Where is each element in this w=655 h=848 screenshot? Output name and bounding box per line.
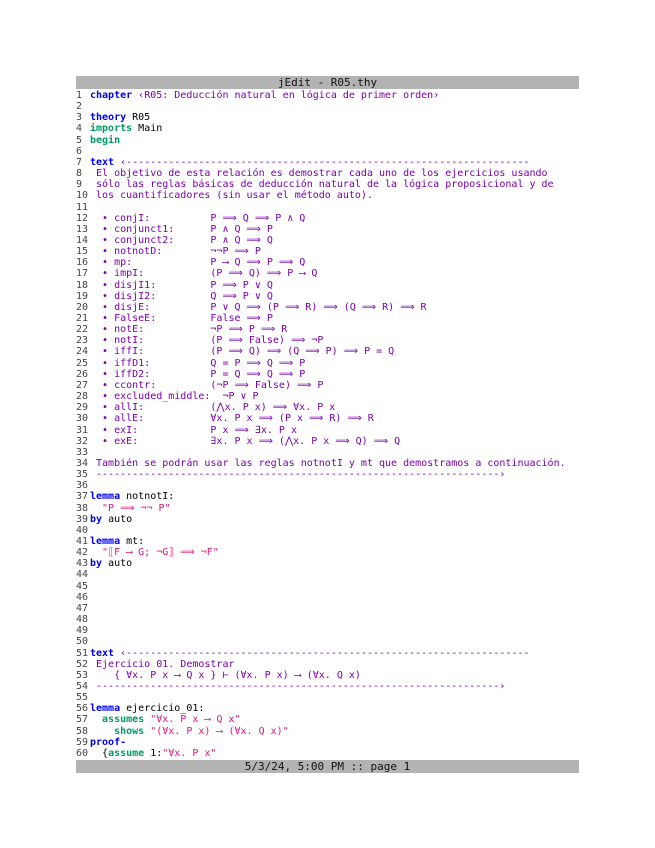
line-number: 40 — [76, 524, 89, 536]
line-content — [90, 659, 235, 670]
code-token: R05 — [126, 112, 151, 124]
line-content — [90, 369, 305, 380]
code-token: Main — [132, 123, 163, 135]
line-content — [90, 190, 373, 201]
line-number: 49 — [76, 625, 89, 637]
line-content — [90, 726, 289, 737]
code-token: • conjunct2: P ∧ Q ⟹ Q — [90, 234, 273, 246]
line-content — [90, 391, 259, 402]
line-number: 15 — [76, 246, 89, 258]
line-content — [90, 235, 273, 246]
line-content — [90, 213, 305, 224]
line-content — [90, 346, 394, 357]
code-token: • disjI2: Q ⟹ P ∨ Q — [90, 290, 273, 302]
line-content — [90, 469, 505, 480]
line-content — [90, 514, 132, 525]
code-token: sólo las reglas básicas de deducción natural de la lógica proposicional y de — [90, 179, 554, 191]
code-token: • allE: ∀x. P x ⟹ (P x ⟹ R) ⟹ R — [90, 413, 374, 425]
code-token: 1: — [144, 747, 163, 759]
code-token: assume — [108, 747, 145, 759]
code-token: "∀x. P x" — [162, 747, 217, 759]
line-number: 53 — [76, 669, 89, 681]
line-number: 23 — [76, 335, 89, 347]
code-token: • FalseE: False ⟹ P — [90, 313, 273, 324]
code-token: • disjI1: P ⟹ P ∨ Q — [90, 279, 273, 291]
line-content — [90, 112, 150, 123]
line-number: 37 — [76, 491, 89, 503]
code-token: • allI: (⋀x. P x) ⟹ ∀x. P x — [90, 402, 336, 414]
code-token: "P ⟹ ¬¬ P" — [90, 502, 171, 514]
line-content — [90, 648, 530, 659]
line-number: 24 — [76, 346, 89, 358]
line-number: 52 — [76, 658, 89, 670]
line-number: 51 — [76, 647, 89, 659]
status-text: 5/3/24, 5:00 PM :: page 1 — [244, 760, 411, 773]
line-number: 19 — [76, 290, 89, 302]
line-content — [90, 135, 120, 146]
line-number: 29 — [76, 402, 89, 414]
code-token: by — [90, 558, 103, 570]
code-token: -------------------------------------------------------------------› — [90, 469, 506, 481]
code-token: text — [90, 156, 115, 168]
line-number: 5 — [76, 134, 83, 146]
code-token: begin — [90, 134, 121, 146]
line-content — [90, 558, 132, 569]
line-number: 32 — [76, 435, 89, 447]
line-content — [90, 358, 305, 369]
line-number: 12 — [76, 212, 89, 224]
line-number: 22 — [76, 324, 89, 336]
line-number: 27 — [76, 379, 89, 391]
line-number: 10 — [76, 190, 89, 202]
line-content — [90, 324, 287, 335]
code-token: mt: — [120, 536, 145, 547]
line-content — [90, 179, 554, 190]
line-content — [90, 491, 174, 502]
line-number: 13 — [76, 223, 89, 235]
line-content — [90, 503, 171, 514]
line-number: 3 — [76, 112, 83, 124]
code-token: El objetivo de esta relación es demostrar cada uno de los ejercicios usando — [90, 168, 548, 180]
line-content — [90, 257, 305, 268]
line-content — [90, 458, 566, 469]
window-title-bar — [76, 76, 579, 89]
line-content — [90, 380, 323, 391]
code-token: by — [90, 513, 103, 525]
line-number: 31 — [76, 424, 89, 436]
line-number: 48 — [76, 614, 89, 626]
line-content — [90, 714, 241, 725]
line-content — [90, 436, 400, 447]
line-number: 11 — [76, 201, 89, 213]
line-content — [90, 291, 273, 302]
line-number: 9 — [76, 179, 83, 191]
line-number: 50 — [76, 636, 89, 648]
code-token: text — [90, 647, 115, 659]
text-editor-area[interactable] — [76, 89, 579, 760]
line-content — [90, 302, 427, 313]
code-token: "(∀x. P x) ⟶ (∀x. Q x)" — [144, 725, 289, 737]
line-number: 8 — [76, 168, 83, 180]
line-content — [90, 402, 335, 413]
code-token: • notnotD: ¬¬P ⟹ P — [90, 246, 261, 258]
line-content — [90, 413, 374, 424]
line-number: 56 — [76, 703, 89, 715]
line-number: 21 — [76, 313, 89, 324]
line-number: 41 — [76, 536, 89, 547]
line-content — [90, 425, 297, 436]
code-token: También se podrán usar las reglas notnotI y mt que demostramos a continuación. — [90, 457, 566, 469]
code-token: lemma — [90, 491, 121, 503]
line-number: 6 — [76, 145, 83, 157]
code-token: auto — [102, 558, 133, 570]
line-content — [90, 335, 323, 346]
code-token: • iffD1: Q = P ⟹ Q ⟹ P — [90, 357, 306, 369]
line-number: 14 — [76, 234, 89, 246]
code-token: • conjI: P ⟹ Q ⟹ P ∧ Q — [90, 212, 306, 224]
code-token: imports — [90, 123, 133, 135]
status-bar — [76, 760, 579, 773]
code-token: chapter — [90, 90, 133, 101]
line-content — [90, 547, 219, 558]
code-token: Ejercicio 01. Demostrar — [90, 658, 235, 670]
line-content — [90, 681, 505, 692]
line-number: 16 — [76, 257, 89, 269]
code-token: • disjE: P ∨ Q ⟹ (P ⟹ R) ⟹ (Q ⟹ R) ⟹ R — [90, 301, 427, 313]
line-number: 47 — [76, 602, 89, 614]
line-number: 18 — [76, 279, 89, 291]
code-token: shows — [90, 725, 145, 737]
line-number: 46 — [76, 591, 89, 603]
line-number: 43 — [76, 558, 89, 570]
line-content — [90, 268, 317, 279]
line-number: 39 — [76, 513, 89, 525]
line-content — [90, 313, 273, 324]
code-token: notnotI: — [120, 491, 175, 503]
code-token: • excluded_middle: ¬P ∨ P — [90, 391, 259, 403]
code-token: • exE: ∃x. P x ⟹ (⋀x. P x ⟹ Q) ⟹ Q — [90, 435, 401, 447]
line-number: 33 — [76, 446, 89, 458]
code-token: lemma — [90, 703, 121, 715]
code-token: • notI: (P ⟹ False) ⟹ ¬P — [90, 335, 324, 347]
code-token: • mp: P ⟶ Q ⟹ P ⟹ Q — [90, 257, 306, 269]
line-number: 2 — [76, 101, 83, 113]
line-content — [90, 123, 162, 134]
code-token: • iffD2: P = Q ⟹ Q ⟹ P — [90, 368, 306, 380]
line-content — [90, 280, 273, 291]
line-number: 38 — [76, 502, 89, 514]
line-content — [90, 246, 261, 257]
window-title: jEdit - R05.thy — [277, 76, 378, 89]
line-number: 42 — [76, 547, 89, 559]
code-token: "∀x. P x ⟶ Q x" — [144, 714, 241, 726]
line-number: 26 — [76, 368, 89, 380]
line-content — [90, 536, 144, 547]
line-number: 54 — [76, 680, 89, 692]
line-number: 57 — [76, 714, 89, 726]
line-number: 35 — [76, 469, 89, 481]
line-number: 55 — [76, 692, 89, 704]
line-content — [90, 157, 530, 168]
line-number: 28 — [76, 391, 89, 403]
code-token: { — [90, 747, 109, 759]
code-token: ejercicio_01: — [120, 703, 205, 715]
line-number: 45 — [76, 580, 89, 592]
code-token: ‹------------------------------------------------------------------- — [114, 647, 530, 659]
line-number: 60 — [76, 747, 89, 759]
code-token: ‹R05: Deducción natural en lógica de primer orden› — [132, 90, 440, 101]
code-token: los cuantificadores (sin usar el método auto). — [90, 190, 373, 202]
code-token: proof- — [90, 736, 127, 748]
line-number: 58 — [76, 725, 89, 737]
line-number: 17 — [76, 268, 89, 280]
code-token: theory — [90, 112, 127, 124]
code-token: • conjunct1: P ∧ Q ⟹ P — [90, 223, 273, 235]
line-number: 30 — [76, 413, 89, 425]
line-number: 1 — [76, 90, 83, 101]
code-token: -------------------------------------------------------------------› — [90, 680, 506, 692]
line-content — [90, 737, 126, 748]
line-number: 36 — [76, 480, 89, 492]
code-token: ‹------------------------------------------------------------------- — [114, 156, 530, 168]
code-token: • impI: (P ⟹ Q) ⟹ P ⟶ Q — [90, 268, 318, 280]
code-token: "⟦F ⟶ G; ¬G⟧ ⟹ ¬F" — [90, 547, 219, 559]
line-number: 44 — [76, 569, 89, 581]
code-token: • iffI: (P ⟹ Q) ⟹ (Q ⟹ P) ⟹ P = Q — [90, 346, 395, 358]
code-token: • notE: ¬P ⟹ P ⟹ R — [90, 324, 288, 336]
code-token: • exI: P x ⟹ ∃x. P x — [90, 424, 297, 436]
line-number: 34 — [76, 457, 89, 469]
code-token: • ccontr: (¬P ⟹ False) ⟹ P — [90, 379, 324, 391]
line-number: 25 — [76, 357, 89, 369]
line-content — [90, 670, 361, 681]
line-content — [90, 703, 204, 714]
code-token: assumes — [90, 714, 145, 726]
line-number: 59 — [76, 736, 89, 748]
line-content — [90, 748, 216, 759]
code-token: lemma — [90, 536, 121, 547]
line-number: 4 — [76, 123, 83, 135]
line-content — [90, 168, 548, 179]
line-number: 20 — [76, 301, 89, 313]
line-number: 7 — [76, 156, 83, 168]
line-content — [90, 224, 273, 235]
line-content — [90, 90, 439, 101]
code-token: auto — [102, 513, 133, 525]
code-token: { ∀x. P x ⟶ Q x } ⊢ (∀x. P x) ⟶ (∀x. Q x) — [90, 669, 361, 681]
